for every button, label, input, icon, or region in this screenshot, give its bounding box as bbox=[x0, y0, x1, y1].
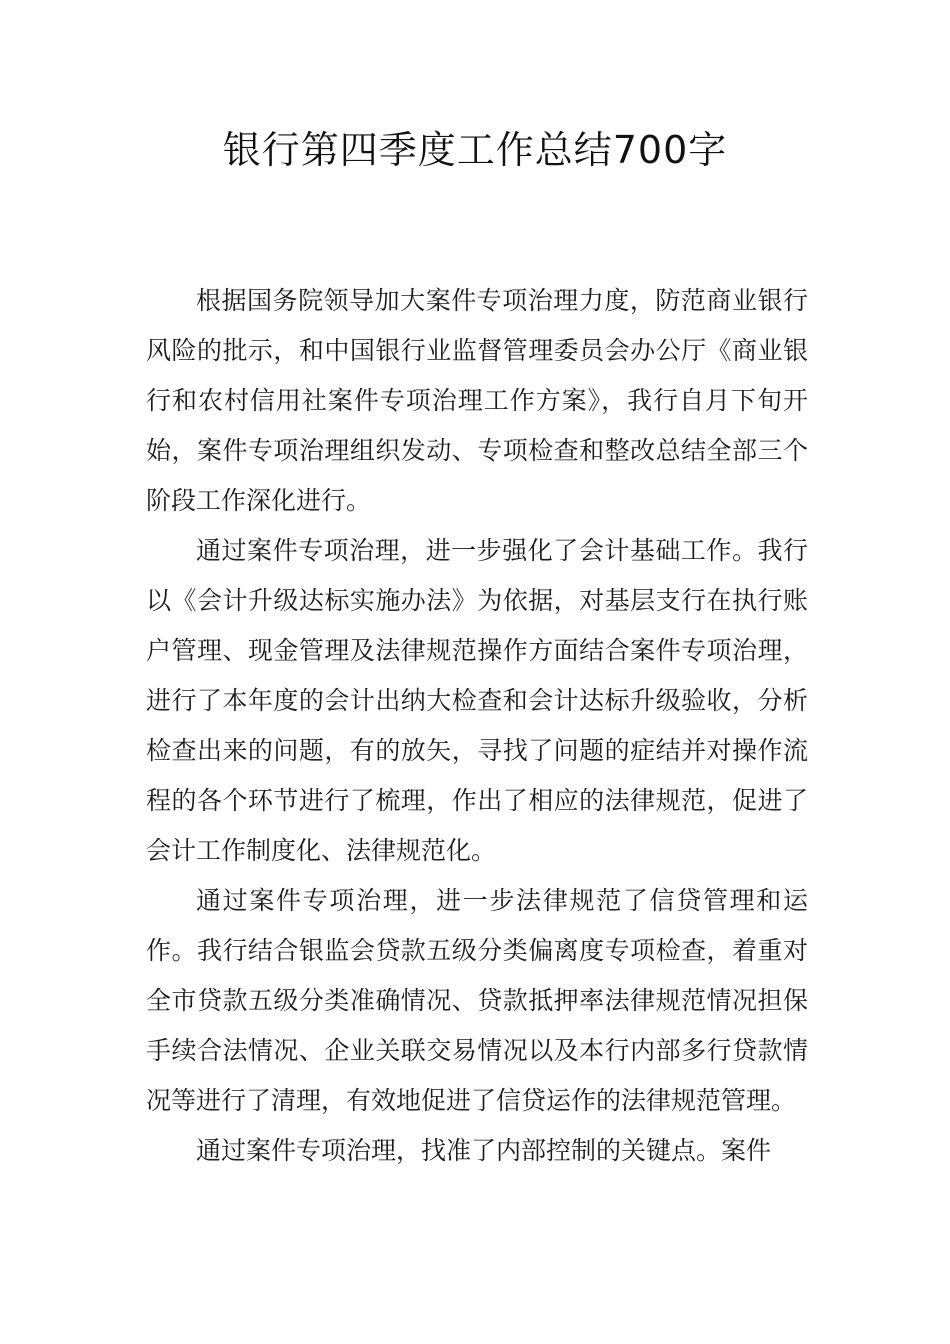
paragraph-2: 通过案件专项治理，进一步强化了会计基础工作。我行以《会计升级达标实施办法》为依据，对基层支行在执行账户管理、现金管理及法律规范操作方面结合案件专项治理，进行了本年度的会计出纳大检查和会计达标升级验收，分析检查出来的问题，有的放矢，寻找了问题的症结并对操作流程的各个环节进行了梳理，作出了相应的法律规范，促进了会计工作制度化、法律规范化。 bbox=[146, 536, 808, 865]
paragraph-3: 通过案件专项治理，进一步法律规范了信贷管理和运作。我行结合银监会贷款五级分类偏离度专项检查，着重对全市贷款五级分类准确情况、贷款抵押率法律规范情况担保手续合法情况、企业关联交易情况以及本行内部多行贷款情况等进行了清理，有效地促进了信贷运作的法律规范管理。 bbox=[146, 886, 808, 1115]
document-body bbox=[146, 276, 808, 1176]
paragraph-4: 通过案件专项治理，找准了内部控制的关键点。案件 bbox=[196, 1136, 772, 1165]
paragraph-1: 根据国务院领导加大案件专项治理力度，防范商业银行风险的批示，和中国银行业监督管理委员会办公厅《商业银行和农村信用社案件专项治理工作方案》，我行自月下旬开始，案件专项治理组织发动、专项检查和整改总结全部三个阶段工作深化进行。 bbox=[146, 286, 808, 515]
document-title: 银行第四季度工作总结700字 bbox=[222, 128, 728, 172]
